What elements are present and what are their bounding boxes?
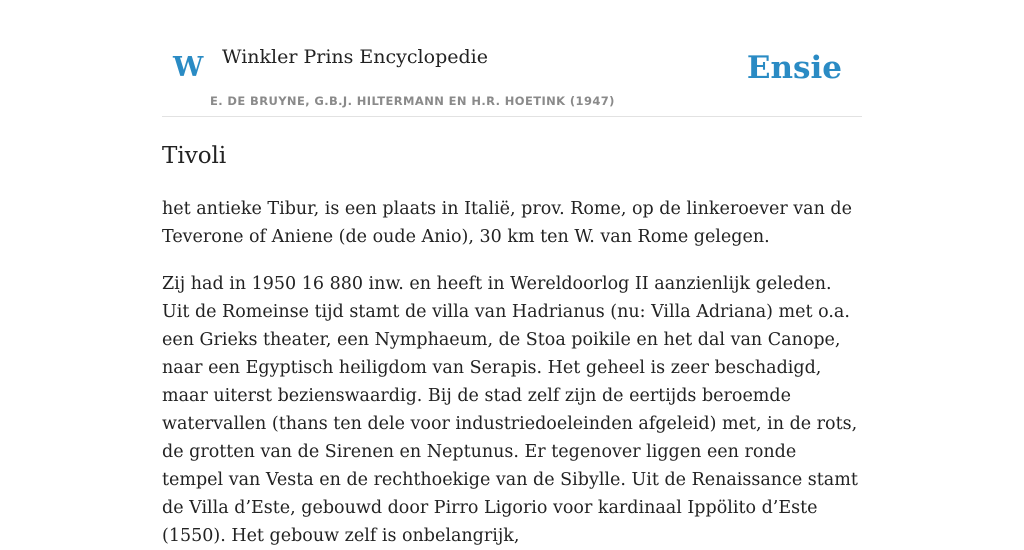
book-logo-link[interactable]: W <box>173 52 204 83</box>
article-paragraph: Zij had in 1950 16 880 inw. en heeft in Wereldoorlog II aanzienlijk geleden. Uit de Romeinse tijd stamt de villa van Hadrianus (nu: Villa Adriana) met o.a. een Grieks theater, een Nymphaeum, de Stoa poikile en het dal van Canope, naar een Egyptisch heiligdom van Serapis. Het geheel is zeer beschadigd, maar uiterst bezienswaardig. Bij de stad zelf zijn de eertijds beroemde watervallen (thans ten dele voor industriedoeleinden afgeleid) met, in de rots, de grotten van de Sirenen en Neptunus. Er tegenover liggen een ronde tempel van Vesta en de rechthoekige van de Sibylle. Uit de Renaissance stamt de Villa d’Este, gebouwd door Pirro Ligorio voor kardinaal Ippölito d’Este (1550). Het gebouw zelf is onbelangrijk, <box>162 274 858 546</box>
book-authors: E. DE BRUYNE, G.B.J. HILTERMANN EN H.R. HOETINK (1947) <box>210 94 615 108</box>
article <box>162 141 862 550</box>
site-logo-link[interactable]: Ensie <box>746 50 842 86</box>
article-title: Tivoli <box>162 143 227 169</box>
header <box>162 0 862 117</box>
page <box>162 0 862 550</box>
book-title[interactable]: Winkler Prins Encyclopedie <box>222 46 488 68</box>
article-paragraph: het antieke Tibur, is een plaats in Italië, prov. Rome, op de linkeroever van de Teverone of Aniene (de oude Anio), 30 km ten W. van Rome gelegen. <box>162 199 852 247</box>
